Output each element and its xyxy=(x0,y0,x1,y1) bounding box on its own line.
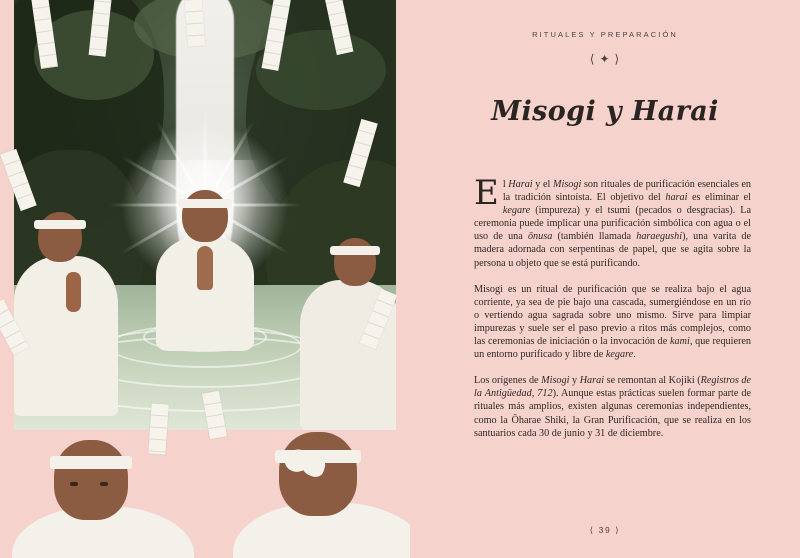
paragraph: El Harai y el Misogi son rituales de purificación esenciales en la tradición sintoísta. El objetivo del harai es eliminar el kegare (impureza) y el tsumi (pecados o desgracias). La ceremonia puede implicar una purificación simbólica con agua o el uso de una ōnusa (también llamada haraegushi), una varita de madera adornada con serpentinas de papel, que se agita sobre la persona u objeto que se está purificando. xyxy=(474,173,751,269)
paragraph: Misogi es un ritual de purificación que se realiza bajo el agua corriente, ya sea de pie bajo una cascada, sumergiéndose en un río o vertiendo agua sagrada sobre uno mismo. Sirve para limpiar impurezas y suele ser el paso previo a ritos más complejos, como las ceremonias de iniciación o la invocación de kami, que requieren un entorno purificado y libre de kegare. xyxy=(474,283,752,361)
body-text-column xyxy=(474,173,752,453)
praying-figure-left xyxy=(20,212,112,412)
shide-paper-streamer xyxy=(184,0,205,47)
page-title: Misogi y Harai xyxy=(491,96,719,128)
page-right-text xyxy=(410,0,800,558)
foreground-figure-left xyxy=(18,440,178,558)
page-number: ⟨ 39 ⟩ xyxy=(589,525,621,535)
headband-bow xyxy=(285,450,331,492)
waterfall-illustration xyxy=(14,0,396,430)
paragraph: Los orígenes de Misogi y Harai se remontan al Kojiki (Registros de la Antigüedad, 712). Aunque estas prácticas suelen formar parte de rituales más amplios, existen algunas ceremonias independientes, como la Ōharae Shiki, la Gran Purificación, que se realiza en los santuarios cada 30 de junio y 31 de diciembre. xyxy=(474,375,751,439)
praying-figure-center xyxy=(150,190,260,360)
ornament-divider-icon: ⟨ ✦ ⟩ xyxy=(589,52,621,66)
running-head: RITUALES Y PREPARACIÓN xyxy=(532,30,678,39)
foreground-figure-right xyxy=(235,432,410,558)
